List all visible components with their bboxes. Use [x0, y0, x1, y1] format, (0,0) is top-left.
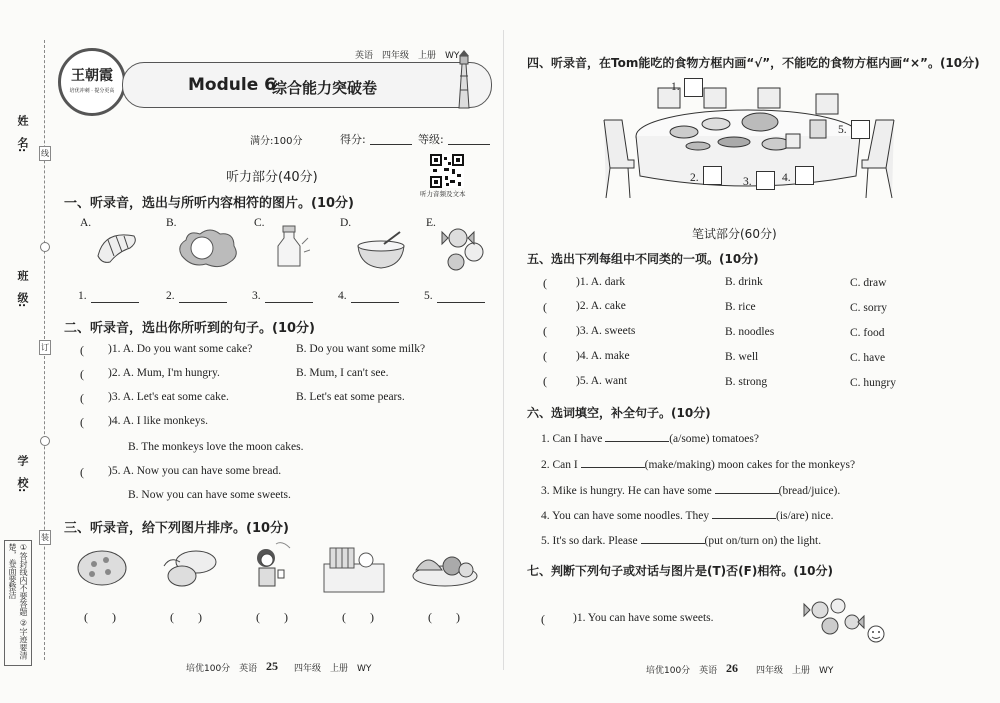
logo-badge	[58, 48, 126, 116]
score-label: 得分:	[340, 133, 366, 146]
sec6-item-1	[541, 430, 759, 445]
milk-bottle-image	[270, 224, 310, 270]
sec2-item-2-b: B. Mum, I can't see.	[296, 367, 389, 379]
sec4-box-1[interactable]	[684, 78, 703, 97]
croissant-image	[94, 226, 140, 266]
right-footer-text: 培优100分 英语	[646, 666, 718, 676]
sec1-letter-a: A.	[80, 217, 92, 229]
sec2-paren-5[interactable]: (	[80, 465, 84, 479]
sec1-blank-3-label: 3.	[252, 290, 261, 302]
sec3-paren-1[interactable]: ( )	[84, 610, 116, 624]
sec1-blank-1-label: 1.	[78, 290, 87, 302]
sec3-paren-4[interactable]: ( )	[342, 610, 374, 624]
sec5-row-3-c: C. food	[850, 327, 885, 339]
sec3-paren-5[interactable]: ( )	[428, 610, 460, 624]
sec2-item-1-a: )1. A. Do you want some cake?	[108, 343, 253, 355]
pizza-image	[76, 548, 128, 588]
left-footer-text: 培优100分 英语	[186, 664, 258, 674]
grade-blank[interactable]	[448, 131, 490, 145]
sec1-blank-5[interactable]	[437, 290, 485, 303]
sec1-letter-e: E.	[426, 217, 436, 229]
sec7-title: 七、判断下列句子或对话与图片是(T)否(F)相符。(10分)	[527, 564, 833, 578]
sec5-row-3-a: )3. A. sweets	[576, 325, 636, 337]
header-tags: 英语 四年级 上册 WY	[355, 51, 460, 61]
title-module: Module 6	[188, 75, 276, 95]
sec2-paren-4[interactable]: (	[80, 415, 84, 429]
name-label: 姓 名:	[16, 115, 29, 153]
sec2-item-5-b: B. Now you can have some sweets.	[128, 489, 291, 501]
sweets-image	[440, 224, 492, 274]
kitchen-scene-image	[322, 544, 386, 594]
listening-header: 听力部分(40分)	[226, 170, 318, 185]
sec6-item-5	[541, 532, 821, 547]
sec5-row-4-b: B. well	[725, 351, 759, 363]
right-footer-page: 26	[726, 661, 738, 675]
sec5-row-5-c: C. hungry	[850, 377, 896, 389]
lighthouse-icon	[450, 50, 478, 110]
sec1-letter-b: B.	[166, 217, 177, 229]
sec4-label-2: 2.	[690, 172, 699, 184]
grade-label: 等级:	[418, 133, 444, 146]
sec2-item-4-a: )4. A. I like monkeys.	[108, 415, 208, 427]
sec1-blank-4-label: 4.	[338, 290, 347, 302]
left-footer-page: 25	[266, 659, 278, 673]
bread-image	[154, 548, 218, 588]
sec5-row-1-b: B. drink	[725, 276, 763, 288]
sec5-paren-1[interactable]: (	[543, 276, 547, 290]
sec6-item-2	[541, 456, 855, 471]
sec2-title: 二、听录音，选出你所听到的句子。(10分)	[64, 321, 315, 336]
logo-text: 王朝霞	[71, 68, 113, 84]
logo-sub: 培优冲刺 · 提分更高	[69, 88, 115, 94]
sec7-paren-1[interactable]: (	[541, 612, 545, 626]
sec6-title: 六、选词填空，补全句子。(10分)	[527, 406, 711, 420]
school-label: 学 校:	[16, 455, 29, 493]
sec1-title: 一、听录音，选出与所听内容相符的图片。(10分)	[64, 196, 354, 211]
sec2-paren-2[interactable]: (	[80, 367, 84, 381]
sec4-title: 四、听录音，在Tom能吃的食物方框内画“√”，不能吃的食物方框内画“×”。(10分)	[527, 56, 980, 70]
sec2-item-2-a: )2. A. Mum, I'm hungry.	[108, 367, 220, 379]
sec6-item-1-opt: (a/some) tomatoes?	[669, 433, 759, 445]
sec4-label-3: 3.	[743, 176, 752, 188]
class-label: 班 级:	[16, 270, 29, 308]
writing-header: 笔试部分(60分)	[692, 227, 777, 241]
qr-code-icon[interactable]	[430, 154, 464, 188]
sec5-row-2-c: C. sorry	[850, 302, 888, 314]
sec4-box-3[interactable]	[756, 171, 775, 190]
sec5-row-1-c: C. draw	[850, 277, 887, 289]
sec1-blank-5-label: 5.	[424, 290, 433, 302]
qr-caption: 听力音频及文本	[420, 190, 466, 198]
sec6-item-5-opt: (put on/turn on) the light.	[704, 535, 822, 547]
left-footer-grade: 四年级 上册 WY	[294, 664, 372, 674]
sec5-row-3-b: B. noodles	[725, 326, 775, 338]
sec5-row-4-a: )4. A. make	[576, 350, 630, 362]
seal-mark-3: 装	[39, 530, 51, 545]
title-cn: 综合能力突破卷	[272, 79, 378, 97]
hole-2	[40, 436, 50, 446]
sec5-row-4-c: C. have	[850, 352, 886, 364]
girl-drinking-image	[246, 542, 296, 594]
sec5-paren-4[interactable]: (	[543, 349, 547, 363]
sec2-item-3-a: )3. A. Let's eat some cake.	[108, 391, 229, 403]
sec6-blank-3[interactable]	[715, 482, 779, 494]
sec3-paren-2[interactable]: ( )	[170, 610, 202, 624]
sec1-blank-3[interactable]	[265, 290, 313, 303]
sec6-item-4	[541, 507, 833, 522]
sec6-item-2-pre: 2. Can I	[541, 459, 578, 471]
sec4-box-2[interactable]	[703, 166, 722, 185]
sec6-item-1-pre: 1. Can I have	[541, 433, 603, 445]
sec6-item-4-pre: 4. You can have some noodles. They	[541, 510, 710, 522]
sec3-paren-3[interactable]: ( )	[256, 610, 288, 624]
score-blank[interactable]	[370, 131, 412, 145]
score-full: 满分:100分	[250, 136, 303, 147]
notice-box: ①答封线内不要答题 ②字迹要清楚，卷面要整洁	[4, 540, 32, 666]
seal-mark-1: 线	[39, 146, 51, 161]
sec2-item-1-b: B. Do you want some milk?	[296, 343, 426, 355]
hole-1	[40, 242, 50, 252]
sec5-paren-2[interactable]: (	[543, 300, 547, 314]
sec3-title: 三、听录音，给下列图片排序。(10分)	[64, 521, 289, 536]
sec4-label-1: 1.	[671, 81, 680, 93]
sweets-smiley-image	[800, 592, 890, 652]
sec1-blank-2[interactable]	[179, 290, 227, 303]
sec1-blank-1[interactable]	[91, 290, 139, 303]
sec2-paren-1[interactable]: (	[80, 343, 84, 357]
sec1-letter-c: C.	[254, 217, 265, 229]
sec6-item-3	[541, 482, 840, 497]
sec1-blank-4[interactable]	[351, 290, 399, 303]
moon-cloud-image	[176, 226, 240, 270]
sec5-row-2-a: )2. A. cake	[576, 300, 626, 312]
sec4-box-4[interactable]	[795, 166, 814, 185]
sec5-title: 五、选出下列每组中不同类的一项。(10分)	[527, 252, 759, 266]
sec6-item-2-opt: (make/making) moon cakes for the monkeys?	[644, 459, 856, 471]
seal-mark-2: 订	[39, 340, 51, 355]
sec2-paren-3[interactable]: (	[80, 391, 84, 405]
page-divider	[503, 30, 504, 670]
sec1-blank-2-label: 2.	[166, 290, 175, 302]
sec2-item-4-b: B. The monkeys love the moon cakes.	[128, 441, 304, 453]
sec2-item-3-b: B. Let's eat some pears.	[296, 391, 405, 403]
sec5-row-5-b: B. strong	[725, 376, 768, 388]
right-footer-grade: 四年级 上册 WY	[756, 666, 834, 676]
sec6-blank-4[interactable]	[712, 507, 776, 519]
sec4-box-5[interactable]	[851, 120, 870, 139]
sec2-item-5-a: )5. A. Now you can have some bread.	[108, 465, 282, 477]
noodle-bowl-image	[354, 230, 408, 270]
sec6-blank-1[interactable]	[605, 430, 669, 442]
sec5-paren-5[interactable]: (	[543, 374, 547, 388]
sec5-row-2-b: B. rice	[725, 301, 756, 313]
sec6-item-3-pre: 3. Mike is hungry. He can have some	[541, 485, 712, 497]
sec6-blank-5[interactable]	[641, 532, 705, 544]
sec6-item-4-opt: (is/are) nice.	[776, 510, 834, 522]
sec7-item-1: )1. You can have some sweets.	[573, 612, 714, 624]
sec5-row-1-a: )1. A. dark	[576, 276, 626, 288]
sec6-item-3-opt: (bread/juice).	[778, 485, 841, 497]
fruit-plate-image	[410, 548, 480, 588]
sec1-letter-d: D.	[340, 217, 352, 229]
sec5-paren-3[interactable]: (	[543, 324, 547, 338]
sec6-item-5-pre: 5. It's so dark. Please	[541, 535, 638, 547]
sec5-row-5-a: )5. A. want	[576, 375, 628, 387]
sec4-label-5: 5.	[838, 124, 847, 136]
sec4-label-4: 4.	[782, 172, 791, 184]
sec6-blank-2[interactable]	[581, 456, 645, 468]
